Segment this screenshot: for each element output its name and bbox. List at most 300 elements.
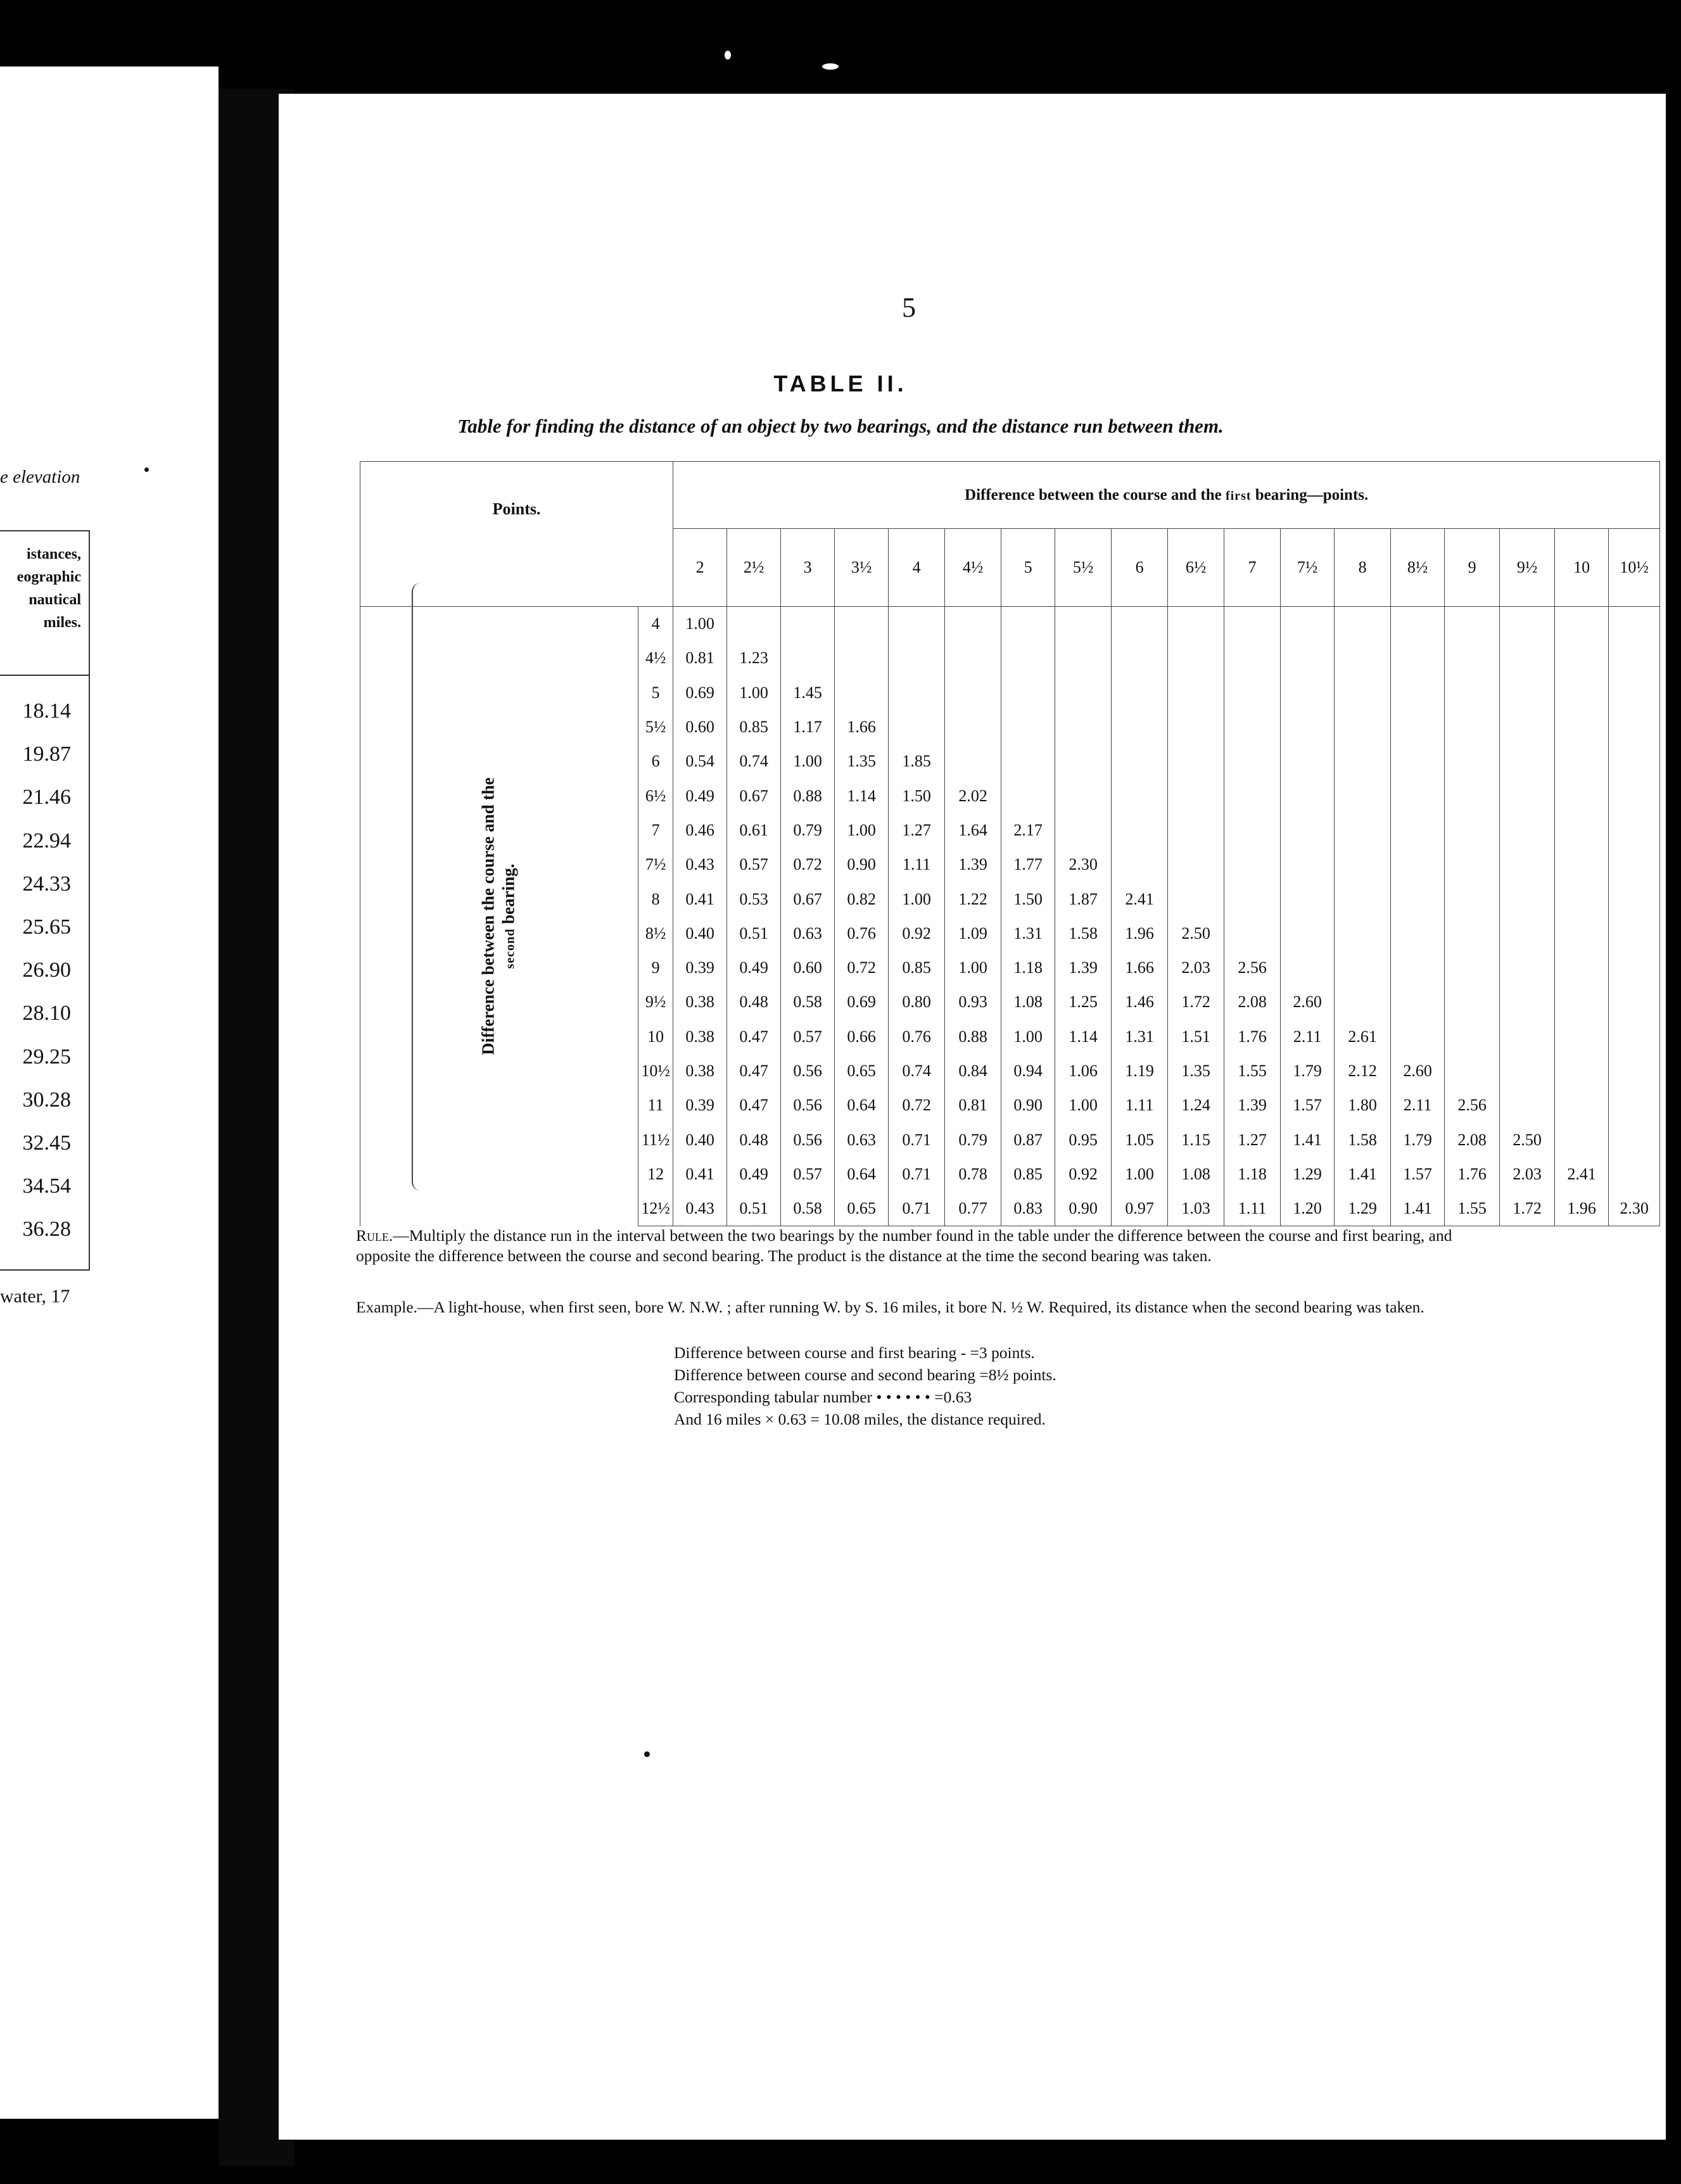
table-cell: 2.30 bbox=[1055, 848, 1112, 882]
table-cell: 1.57 bbox=[1281, 1088, 1335, 1122]
table-cell: 1.00 bbox=[889, 882, 945, 916]
table-cell bbox=[1335, 641, 1391, 675]
table-cell: 1.77 bbox=[1001, 848, 1055, 882]
table-cell bbox=[1112, 607, 1168, 642]
table-cell: 1.00 bbox=[1112, 1157, 1168, 1191]
table-cell bbox=[1112, 744, 1168, 778]
table-cell: 0.65 bbox=[835, 1191, 889, 1226]
table-cell bbox=[1391, 917, 1445, 951]
table-cell: 0.46 bbox=[673, 813, 727, 848]
bearing-table bbox=[360, 461, 1660, 1226]
table-cell: 0.69 bbox=[673, 676, 727, 710]
table-cell: 0.49 bbox=[727, 1157, 781, 1191]
table-cell: 2.11 bbox=[1281, 1020, 1335, 1054]
table-cell bbox=[1281, 951, 1335, 985]
table-cell: 1.09 bbox=[945, 917, 1001, 951]
table-cell: 2.08 bbox=[1445, 1122, 1500, 1157]
table-cell bbox=[1555, 882, 1609, 916]
table-cell: 0.71 bbox=[889, 1157, 945, 1191]
table-cell: 0.78 bbox=[945, 1157, 1001, 1191]
left-page-header-rule bbox=[0, 675, 89, 676]
table-cell bbox=[1391, 607, 1445, 642]
table-cell: 0.67 bbox=[727, 778, 781, 813]
table-cell: 0.74 bbox=[889, 1054, 945, 1088]
table-cell bbox=[1168, 744, 1224, 778]
table-cell: 1.24 bbox=[1168, 1088, 1224, 1122]
table-cell: 1.39 bbox=[1224, 1088, 1281, 1122]
table-cell: 0.60 bbox=[781, 951, 835, 985]
table-cell bbox=[1445, 848, 1500, 882]
table-cell: 0.83 bbox=[1001, 1191, 1055, 1226]
calc-line: Difference between course and second bearing =8½ points. bbox=[674, 1366, 1056, 1384]
table-cell bbox=[1281, 882, 1335, 916]
table-cell: 0.57 bbox=[781, 1157, 835, 1191]
table-cell: 0.95 bbox=[1055, 1122, 1112, 1157]
table-cell: 1.57 bbox=[1391, 1157, 1445, 1191]
table-cell bbox=[1224, 813, 1281, 848]
table-cell bbox=[1500, 744, 1555, 778]
table-cell bbox=[1112, 641, 1168, 675]
row-header: 5 bbox=[638, 676, 673, 710]
column-header-13: 8½ bbox=[1391, 529, 1445, 607]
table-cell bbox=[1500, 917, 1555, 951]
table-cell bbox=[1281, 917, 1335, 951]
table-cell bbox=[1500, 1020, 1555, 1054]
row-header: 6½ bbox=[638, 778, 673, 813]
rule-paragraph bbox=[356, 1226, 1468, 1266]
table-cell: 1.72 bbox=[1168, 985, 1224, 1019]
row-header: 12 bbox=[638, 1157, 673, 1191]
calc-line: Difference between course and first bearing - =3 points. bbox=[674, 1343, 1035, 1362]
table-cell bbox=[1445, 813, 1500, 848]
table-cell: 2.03 bbox=[1168, 951, 1224, 985]
table-cell: 1.45 bbox=[781, 676, 835, 710]
table-cell: 1.23 bbox=[727, 641, 781, 675]
table-cell: 0.43 bbox=[673, 1191, 727, 1226]
table-cell bbox=[1281, 710, 1335, 744]
table-cell bbox=[1500, 813, 1555, 848]
table-cell: 1.05 bbox=[1112, 1122, 1168, 1157]
table-cell bbox=[1609, 778, 1660, 813]
table-cell bbox=[1445, 951, 1500, 985]
table-cell: 0.41 bbox=[673, 1157, 727, 1191]
table-cell bbox=[1224, 744, 1281, 778]
table-cell bbox=[1335, 607, 1391, 642]
table-cell: 1.46 bbox=[1112, 985, 1168, 1019]
table-cell bbox=[1445, 778, 1500, 813]
row-header: 9½ bbox=[638, 985, 673, 1019]
table-cell: 0.80 bbox=[889, 985, 945, 1019]
table-cell: 0.82 bbox=[835, 882, 889, 916]
table-cell bbox=[1168, 882, 1224, 916]
table-cell: 0.48 bbox=[727, 985, 781, 1019]
table-cell bbox=[1391, 778, 1445, 813]
table-cell: 0.81 bbox=[945, 1088, 1001, 1122]
table-cell bbox=[1445, 607, 1500, 642]
table-cell bbox=[1609, 1088, 1660, 1122]
table-cell: 0.56 bbox=[781, 1122, 835, 1157]
row-header: 10½ bbox=[638, 1054, 673, 1088]
table-cell bbox=[1445, 641, 1500, 675]
table-cell: 1.00 bbox=[781, 744, 835, 778]
row-header: 11 bbox=[638, 1088, 673, 1122]
table-cell bbox=[1500, 848, 1555, 882]
table-cell: 0.85 bbox=[889, 951, 945, 985]
table-cell: 0.77 bbox=[945, 1191, 1001, 1226]
table-cell bbox=[1224, 607, 1281, 642]
table-cell: 0.63 bbox=[781, 917, 835, 951]
row-header: 9 bbox=[638, 951, 673, 985]
table-cell: 2.50 bbox=[1500, 1122, 1555, 1157]
table-cell: 2.03 bbox=[1500, 1157, 1555, 1191]
table-cell bbox=[1281, 607, 1335, 642]
table-cell bbox=[1391, 951, 1445, 985]
table-cell bbox=[835, 607, 889, 642]
table-cell bbox=[1445, 1020, 1500, 1054]
table-cell bbox=[1055, 778, 1112, 813]
first-bearing-header: Difference between the course and the first bearing—points. bbox=[673, 462, 1660, 529]
table-cell: 2.17 bbox=[1001, 813, 1055, 848]
table-cell bbox=[1391, 813, 1445, 848]
table-cell bbox=[1001, 676, 1055, 710]
table-cell: 0.47 bbox=[727, 1088, 781, 1122]
row-header: 5½ bbox=[638, 710, 673, 744]
table-cell bbox=[1335, 917, 1391, 951]
table-cell: 0.40 bbox=[673, 1122, 727, 1157]
table-cell bbox=[1168, 778, 1224, 813]
left-page-column-header: istances, eographic nautical miles. bbox=[16, 546, 81, 631]
table-cell: 1.08 bbox=[1168, 1157, 1224, 1191]
table-cell bbox=[1001, 641, 1055, 675]
table-cell bbox=[781, 641, 835, 675]
table-cell: 0.71 bbox=[889, 1191, 945, 1226]
table-cell bbox=[1609, 607, 1660, 642]
table-cell: 1.22 bbox=[945, 882, 1001, 916]
table-cell bbox=[1609, 813, 1660, 848]
table-cell: 0.79 bbox=[945, 1122, 1001, 1157]
table-cell bbox=[1555, 710, 1609, 744]
table-cell: 1.41 bbox=[1281, 1122, 1335, 1157]
left-page-value: 29.25 bbox=[22, 1044, 71, 1069]
table-cell bbox=[1609, 848, 1660, 882]
left-page-value: 32.45 bbox=[22, 1131, 71, 1155]
table-cell bbox=[1555, 1088, 1609, 1122]
table-cell: 0.41 bbox=[673, 882, 727, 916]
table-cell bbox=[781, 607, 835, 642]
table-cell: 0.64 bbox=[835, 1088, 889, 1122]
column-header-6: 5 bbox=[1001, 529, 1055, 607]
table-cell: 0.71 bbox=[889, 1122, 945, 1157]
table-cell bbox=[1555, 778, 1609, 813]
table-cell: 0.76 bbox=[889, 1020, 945, 1054]
table-cell bbox=[1555, 676, 1609, 710]
table-cell: 0.54 bbox=[673, 744, 727, 778]
table-cell: 1.79 bbox=[1391, 1122, 1445, 1157]
table-cell bbox=[1001, 744, 1055, 778]
table-cell bbox=[1555, 744, 1609, 778]
table-cell: 0.69 bbox=[835, 985, 889, 1019]
table-cell bbox=[1500, 641, 1555, 675]
table-cell bbox=[945, 744, 1001, 778]
table-cell bbox=[1224, 676, 1281, 710]
table-cell: 2.41 bbox=[1555, 1157, 1609, 1191]
column-header-12: 8 bbox=[1335, 529, 1391, 607]
table-cell: 1.11 bbox=[1112, 1088, 1168, 1122]
table-cell: 1.00 bbox=[673, 607, 727, 642]
column-header-7: 5½ bbox=[1055, 529, 1112, 607]
row-header: 7 bbox=[638, 813, 673, 848]
table-cell bbox=[1555, 607, 1609, 642]
table-cell: 1.18 bbox=[1001, 951, 1055, 985]
row-header: 12½ bbox=[638, 1191, 673, 1226]
table-cell: 0.90 bbox=[1055, 1191, 1112, 1226]
table-cell bbox=[1335, 951, 1391, 985]
table-cell bbox=[1335, 710, 1391, 744]
example-paragraph bbox=[356, 1297, 1468, 1317]
left-page-value: 22.94 bbox=[22, 829, 71, 853]
table-cell bbox=[1555, 848, 1609, 882]
table-cell bbox=[1281, 744, 1335, 778]
table-cell: 1.19 bbox=[1112, 1054, 1168, 1088]
column-header-8: 6 bbox=[1112, 529, 1168, 607]
table-cell: 1.14 bbox=[835, 778, 889, 813]
table-cell: 1.11 bbox=[1224, 1191, 1281, 1226]
table-cell bbox=[1445, 917, 1500, 951]
row-header: 10 bbox=[638, 1020, 673, 1054]
table-cell: 0.92 bbox=[889, 917, 945, 951]
table-cell: 1.85 bbox=[889, 744, 945, 778]
table-cell bbox=[1112, 676, 1168, 710]
table-cell: 2.12 bbox=[1335, 1054, 1391, 1088]
table-cell: 0.66 bbox=[835, 1020, 889, 1054]
table-cell bbox=[1445, 744, 1500, 778]
table-cell bbox=[1391, 848, 1445, 882]
row-header: 6 bbox=[638, 744, 673, 778]
table-cell bbox=[1391, 641, 1445, 675]
table-cell bbox=[1055, 641, 1112, 675]
table-cell bbox=[1055, 676, 1112, 710]
table-cell bbox=[1391, 1020, 1445, 1054]
left-page-value: 19.87 bbox=[22, 742, 71, 766]
table-cell bbox=[1055, 744, 1112, 778]
row-header: 7½ bbox=[638, 848, 673, 882]
table-cell: 2.08 bbox=[1224, 985, 1281, 1019]
table-cell bbox=[1335, 778, 1391, 813]
table-cell bbox=[1609, 744, 1660, 778]
table-cell: 0.58 bbox=[781, 1191, 835, 1226]
table-cell bbox=[1168, 710, 1224, 744]
table-cell bbox=[1391, 985, 1445, 1019]
table-cell bbox=[1281, 641, 1335, 675]
points-header: Points. bbox=[360, 462, 673, 607]
table-cell: 1.00 bbox=[727, 676, 781, 710]
table-cell bbox=[1445, 882, 1500, 916]
column-header-0: 2 bbox=[673, 529, 727, 607]
left-page-values bbox=[0, 690, 71, 1252]
table-cell bbox=[1609, 1054, 1660, 1088]
table-title: TABLE II. bbox=[773, 371, 908, 397]
table-cell: 0.65 bbox=[835, 1054, 889, 1088]
column-header-3: 3½ bbox=[835, 529, 889, 607]
table-cell: 0.56 bbox=[781, 1054, 835, 1088]
table-cell bbox=[1001, 607, 1055, 642]
table-cell bbox=[1609, 951, 1660, 985]
table-cell bbox=[889, 607, 945, 642]
column-header-2: 3 bbox=[781, 529, 835, 607]
table-cell: 1.11 bbox=[889, 848, 945, 882]
table-cell bbox=[1168, 848, 1224, 882]
table-cell: 0.60 bbox=[673, 710, 727, 744]
table-cell: 0.47 bbox=[727, 1054, 781, 1088]
table-cell bbox=[1609, 1020, 1660, 1054]
table-cell: 0.43 bbox=[673, 848, 727, 882]
table-cell: 1.20 bbox=[1281, 1191, 1335, 1226]
table-cell bbox=[1500, 1088, 1555, 1122]
column-header-5: 4½ bbox=[945, 529, 1001, 607]
table-cell bbox=[1555, 1020, 1609, 1054]
table-cell: 0.40 bbox=[673, 917, 727, 951]
table-cell bbox=[1500, 882, 1555, 916]
table-cell: 1.41 bbox=[1335, 1157, 1391, 1191]
table-cell: 1.41 bbox=[1391, 1191, 1445, 1226]
table-cell: 1.39 bbox=[1055, 951, 1112, 985]
table-cell: 1.66 bbox=[835, 710, 889, 744]
table-cell: 2.41 bbox=[1112, 882, 1168, 916]
table-cell bbox=[1500, 607, 1555, 642]
row-header: 11½ bbox=[638, 1122, 673, 1157]
table-cell: 0.53 bbox=[727, 882, 781, 916]
table-cell bbox=[1112, 710, 1168, 744]
column-header-11: 7½ bbox=[1281, 529, 1335, 607]
page-number: 5 bbox=[902, 292, 916, 323]
table-cell: 1.55 bbox=[1224, 1054, 1281, 1088]
table-cell: 1.79 bbox=[1281, 1054, 1335, 1088]
table-cell bbox=[1001, 710, 1055, 744]
table-cell bbox=[1168, 641, 1224, 675]
table-cell bbox=[1555, 641, 1609, 675]
table-cell: 0.63 bbox=[835, 1122, 889, 1157]
table-cell: 1.72 bbox=[1500, 1191, 1555, 1226]
table-cell: 0.72 bbox=[781, 848, 835, 882]
scan-speck bbox=[644, 1751, 650, 1757]
table-cell: 0.88 bbox=[945, 1020, 1001, 1054]
table-cell: 1.66 bbox=[1112, 951, 1168, 985]
left-page-table bbox=[0, 530, 90, 1271]
table-cell: 0.72 bbox=[835, 951, 889, 985]
table-cell bbox=[1500, 951, 1555, 985]
left-page-value: 34.54 bbox=[22, 1174, 71, 1198]
table-cell bbox=[1055, 813, 1112, 848]
table-cell bbox=[1001, 778, 1055, 813]
table-cell: 1.18 bbox=[1224, 1157, 1281, 1191]
example-label: Example. bbox=[356, 1298, 418, 1316]
table-cell bbox=[1224, 778, 1281, 813]
table-cell: 1.55 bbox=[1445, 1191, 1500, 1226]
scan-speck bbox=[144, 467, 149, 472]
table-cell bbox=[1112, 778, 1168, 813]
table-cell bbox=[1224, 848, 1281, 882]
table-cell: 1.27 bbox=[889, 813, 945, 848]
row-header: 8 bbox=[638, 882, 673, 916]
table-cell bbox=[1555, 813, 1609, 848]
table-caption: Table for finding the distance of an object by two bearings, and the distance run between them. bbox=[457, 415, 1224, 437]
left-page-value: 26.90 bbox=[22, 958, 71, 982]
table-cell bbox=[1335, 744, 1391, 778]
column-header-1: 2½ bbox=[727, 529, 781, 607]
table-cell: 0.67 bbox=[781, 882, 835, 916]
table-cell: 1.31 bbox=[1112, 1020, 1168, 1054]
column-header-9: 6½ bbox=[1168, 529, 1224, 607]
table-cell: 1.03 bbox=[1168, 1191, 1224, 1226]
table-cell bbox=[1391, 744, 1445, 778]
table-cell bbox=[1609, 641, 1660, 675]
table-cell bbox=[1445, 676, 1500, 710]
scan-speck bbox=[866, 2070, 870, 2076]
table-cell: 0.57 bbox=[781, 1020, 835, 1054]
table-cell: 0.51 bbox=[727, 1191, 781, 1226]
table-cell: 2.56 bbox=[1445, 1088, 1500, 1122]
table-cell: 1.00 bbox=[945, 951, 1001, 985]
row-header: 4½ bbox=[638, 641, 673, 675]
table-cell bbox=[889, 676, 945, 710]
table-cell: 0.49 bbox=[727, 951, 781, 985]
rule-label: Rule. bbox=[356, 1226, 393, 1245]
table-cell bbox=[1445, 1054, 1500, 1088]
table-cell: 0.38 bbox=[673, 1020, 727, 1054]
rule-text: —Multiply the distance run in the interval between the two bearings by the number found in the table under the difference between the course and first bearing, and opposite the difference between the course and second bearing. The product is the distance at the time the second bearing was taken. bbox=[356, 1226, 1452, 1265]
table-cell: 1.96 bbox=[1112, 917, 1168, 951]
table-cell: 2.61 bbox=[1335, 1020, 1391, 1054]
table-cell: 0.61 bbox=[727, 813, 781, 848]
table-header-row bbox=[360, 462, 1660, 529]
table-cell: 1.00 bbox=[1055, 1088, 1112, 1122]
table-cell: 0.58 bbox=[781, 985, 835, 1019]
table-cell: 0.93 bbox=[945, 985, 1001, 1019]
left-page-value: 24.33 bbox=[22, 872, 71, 896]
left-page-value: 25.65 bbox=[22, 915, 71, 939]
table-cell: 1.15 bbox=[1168, 1122, 1224, 1157]
row-header: 4 bbox=[638, 607, 673, 642]
table-cell: 0.56 bbox=[781, 1088, 835, 1122]
example-calculation bbox=[674, 1342, 1056, 1430]
table-cell: 1.00 bbox=[1001, 1020, 1055, 1054]
table-cell bbox=[1609, 985, 1660, 1019]
row-group-brace bbox=[412, 583, 426, 1191]
table-cell bbox=[1224, 917, 1281, 951]
column-header-17: 10½ bbox=[1609, 529, 1660, 607]
table-cell bbox=[835, 641, 889, 675]
table-cell: 1.31 bbox=[1001, 917, 1055, 951]
calc-line: And 16 miles × 0.63 = 10.08 miles, the distance required. bbox=[674, 1410, 1046, 1428]
table-cell bbox=[1609, 882, 1660, 916]
table-cell bbox=[1445, 985, 1500, 1019]
table-cell: 0.57 bbox=[727, 848, 781, 882]
left-page-heading: e elevation bbox=[0, 467, 80, 487]
left-page-value: 28.10 bbox=[22, 1001, 71, 1025]
table-cell: 1.87 bbox=[1055, 882, 1112, 916]
column-header-10: 7 bbox=[1224, 529, 1281, 607]
table-cell: 0.74 bbox=[727, 744, 781, 778]
table-cell: 1.08 bbox=[1001, 985, 1055, 1019]
table-cell bbox=[1224, 882, 1281, 916]
table-cell bbox=[945, 710, 1001, 744]
table-row bbox=[360, 607, 1660, 642]
table-cell bbox=[1281, 813, 1335, 848]
table-cell: 1.29 bbox=[1281, 1157, 1335, 1191]
table-cell: 1.25 bbox=[1055, 985, 1112, 1019]
table-cell bbox=[1609, 917, 1660, 951]
table-cell bbox=[889, 641, 945, 675]
